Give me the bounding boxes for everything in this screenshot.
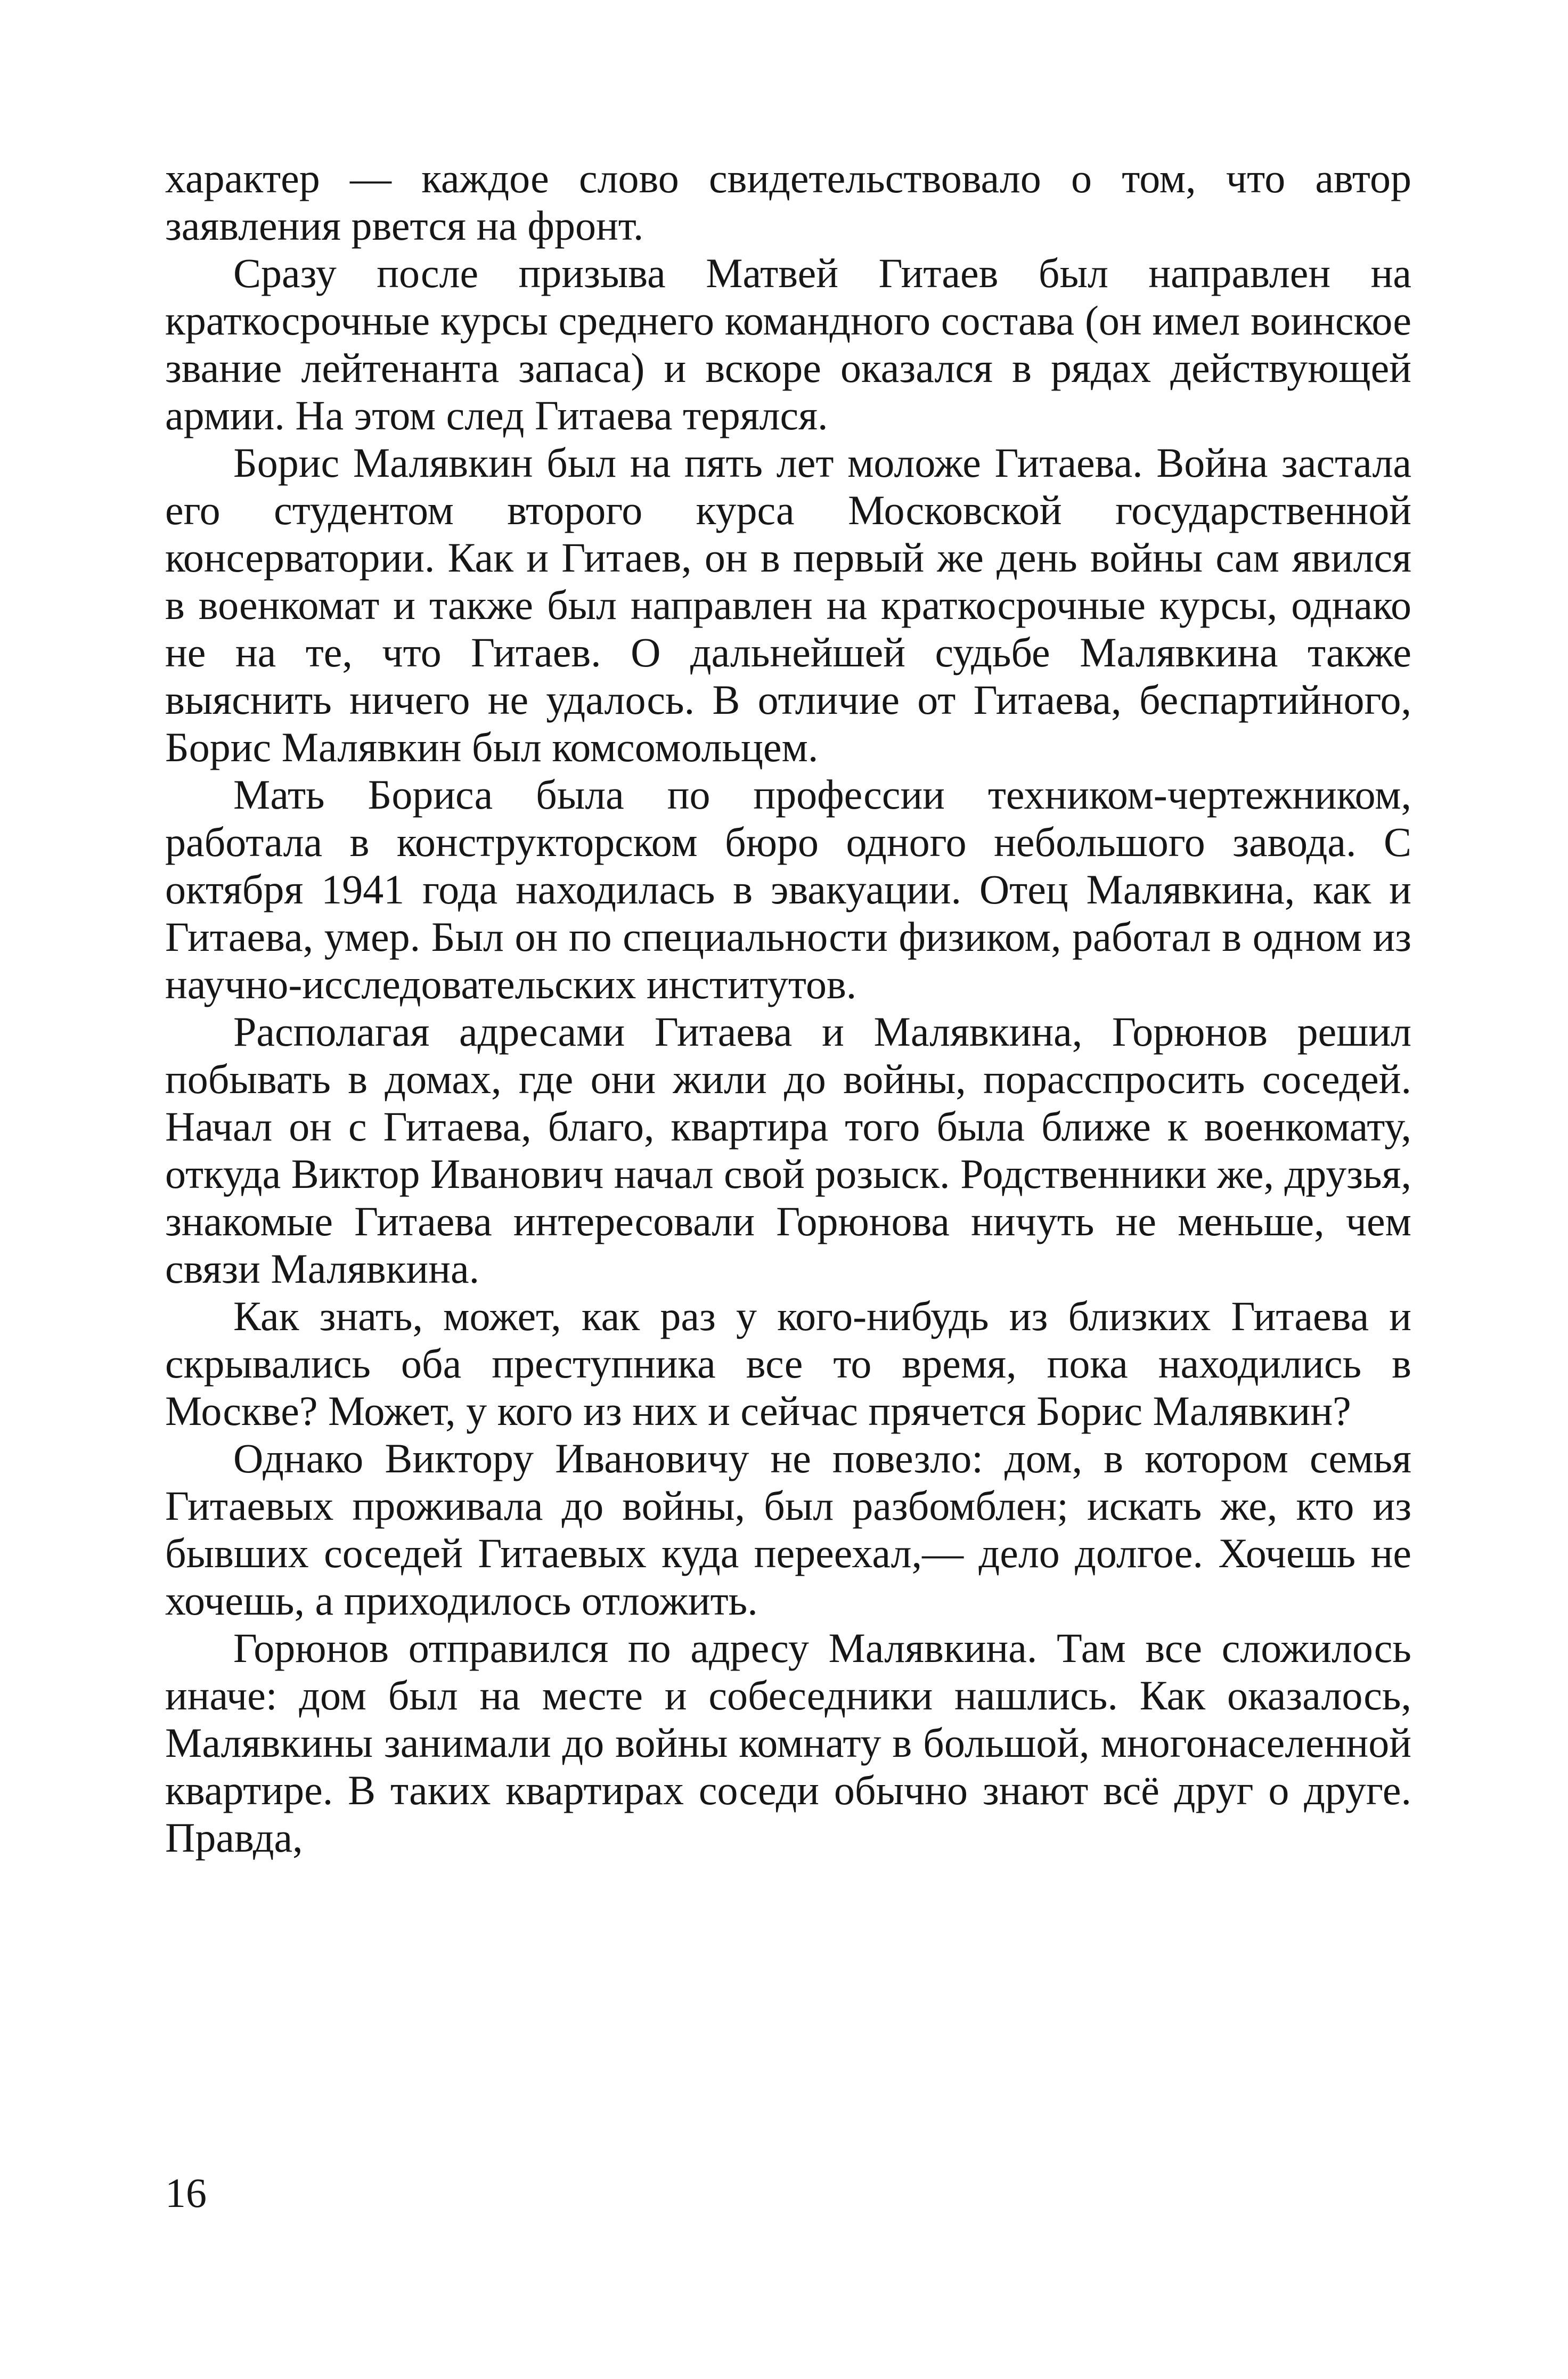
- paragraph-3: Борис Малявкин был на пять лет моложе Гитаева. Война застала его студентом второго курса Московской государственной консерватории. Как и Гитаев, он в первый же день войны сам явился в военкомат и также был направлен на краткосрочные курсы, однако не на те, что Гитаев. О дальнейшей судьбе Малявкина также выяснить ничего не удалось. В отличие от Гитаева, беспартийного, Борис Малявкин был комсомольцем.: [165, 439, 1411, 770]
- paragraph-4: Мать Бориса была по профессии техником-чертежником, работала в конструкторском бюро одного небольшого завода. С октября 1941 года находилась в эвакуации. Отец Малявкина, как и Гитаева, умер. Был он по специальности физиком, работал в одном из научно-исследовательских институтов.: [165, 771, 1411, 1007]
- paragraph-2: Сразу после призыва Матвей Гитаев был направлен на краткосрочные курсы среднего командного состава (он имел воинское звание лейтенанта запаса) и вскоре оказался в рядах действующей армии. На этом след Гитаева терялся.: [165, 250, 1411, 438]
- book-page-text: [165, 154, 1411, 1861]
- page-number: 16: [165, 2170, 207, 2216]
- paragraph-6: Как знать, может, как раз у кого-нибудь из близких Гитаева и скрывались оба преступника все то время, пока находились в Москве? Может, у кого из них и сейчас прячется Борис Малявкин?: [165, 1293, 1411, 1434]
- paragraph-7: Однако Виктору Ивановичу не повезло: дом, в котором семья Гитаевых проживала до войны, был разбомблен; искать же, кто из бывших соседей Гитаевых куда переехал,— дело долгое. Хочешь не хочешь, а приходилось отложить.: [165, 1435, 1411, 1624]
- paragraph-8: Горюнов отправился по адресу Малявкина. Там все сложилось иначе: дом был на месте и собеседники нашлись. Как оказалось, Малявкины занимали до войны комнату в большой, многонаселенной квартире. В таких квартирах соседи обычно знают всё друг о друге. Правда,: [165, 1625, 1411, 1861]
- paragraph-1: характер — каждое слово свидетельствовало о том, что автор заявления рвется на фронт.: [165, 155, 1411, 249]
- paragraph-5: Располагая адресами Гитаева и Малявкина, Горюнов решил побывать в домах, где они жили до войны, порасспросить соседей. Начал он с Гитаева, благо, квартира того была ближе к военкомату, откуда Виктор Иванович начал свой розыск. Родственники же, друзья, знакомые Гитаева интересовали Горюнова ничуть не меньше, чем связи Малявкина.: [165, 1008, 1411, 1292]
